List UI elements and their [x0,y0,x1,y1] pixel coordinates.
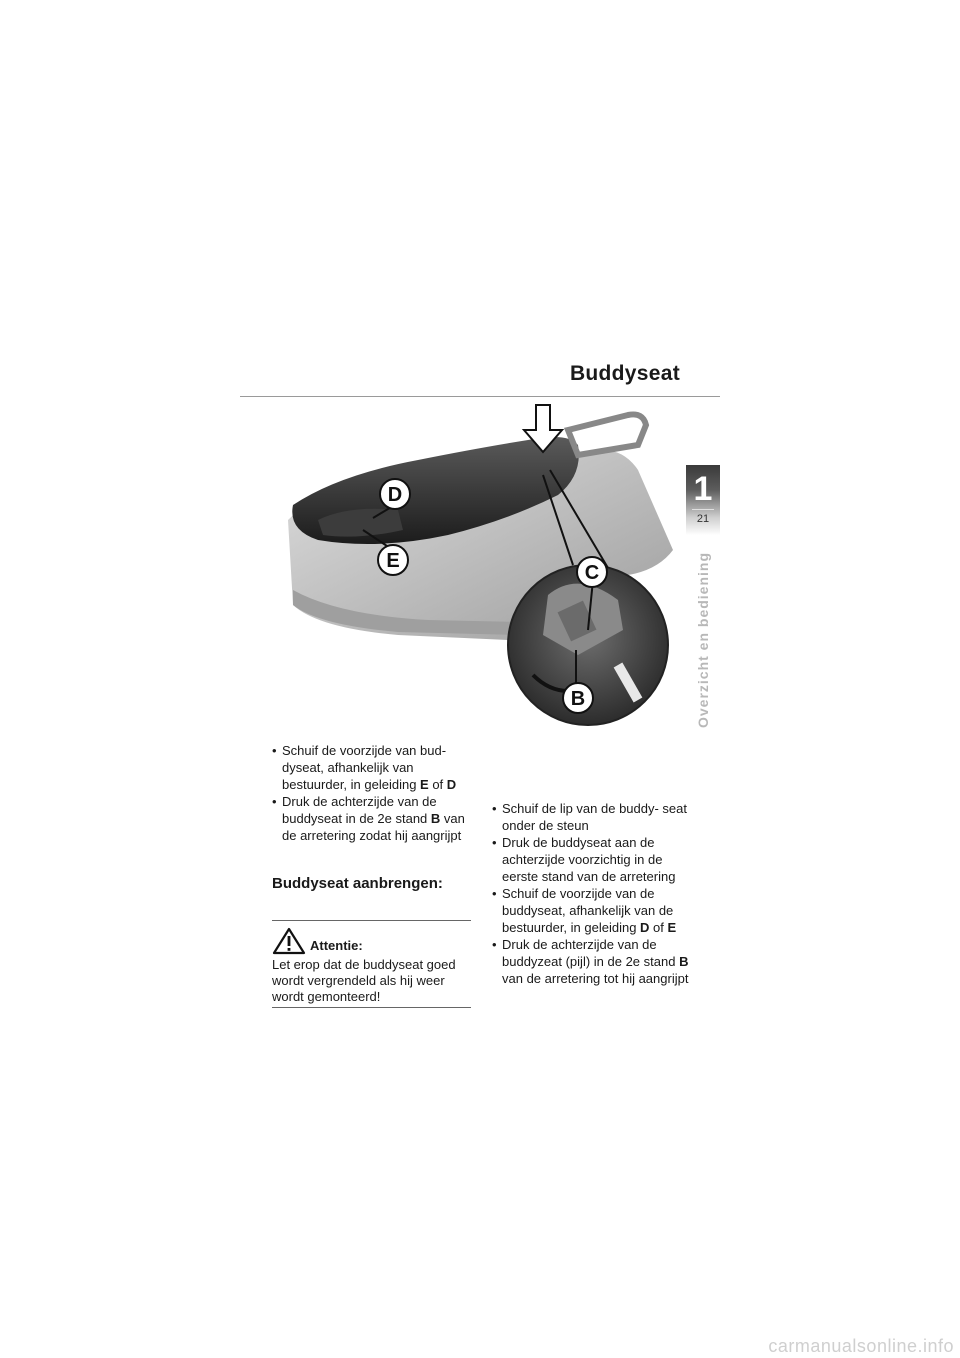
label-d-badge [380,479,410,509]
label-c: C [584,562,600,584]
removal-steps [272,742,477,844]
list-item: • Druk de achterzijde van de buddyzeat (pijl) in de 2e stand B van de arretering tot hij aangrijpt [492,936,702,987]
section-heading: Buddyseat aanbrengen: [272,875,443,892]
list-item: • Schuif de lip van de buddy- seat onder de steun [492,800,702,834]
warning-triangle-icon [272,927,306,955]
chapter-tab [686,465,720,535]
label-d: D [387,484,403,506]
attention-label: Attentie: [310,938,363,953]
chapter-divider [692,509,714,510]
list-item: • Schuif de voorzijde van de buddyseat, afhankelijk van de bestuurder, in geleiding D of E [492,885,702,936]
list-item: • Schuif de voorzijde van bud- dyseat, afhankelijk van bestuurder, in geleiding E of D [272,742,477,793]
label-e-badge [378,545,408,575]
attention-box [272,920,471,1008]
watermark: carmanualsonline.info [768,1336,954,1356]
chapter-number: 1 [693,470,713,508]
buddyseat-illustration [278,400,688,730]
label-b: B [570,688,586,710]
page-title: Buddyseat [569,362,680,385]
attention-text: Let erop dat de buddyseat goed wordt vergrendeld als hij weer wordt gemonteerd! [272,957,456,1004]
list-item: • Druk de buddyseat aan de achterzijde voorzichtig in de eerste stand van de arretering [492,834,702,885]
mounting-steps [492,800,702,987]
label-e: E [386,550,400,572]
list-item: • Druk de achterzijde van de buddyseat in de 2e stand B van de arretering zodat hij aangrijpt [272,793,477,844]
title-rule [240,396,720,397]
side-chapter-label: Overzicht en bediening [695,551,711,729]
label-c-badge [577,557,607,587]
label-b-badge [563,683,593,713]
page-number: 21 [696,513,710,525]
